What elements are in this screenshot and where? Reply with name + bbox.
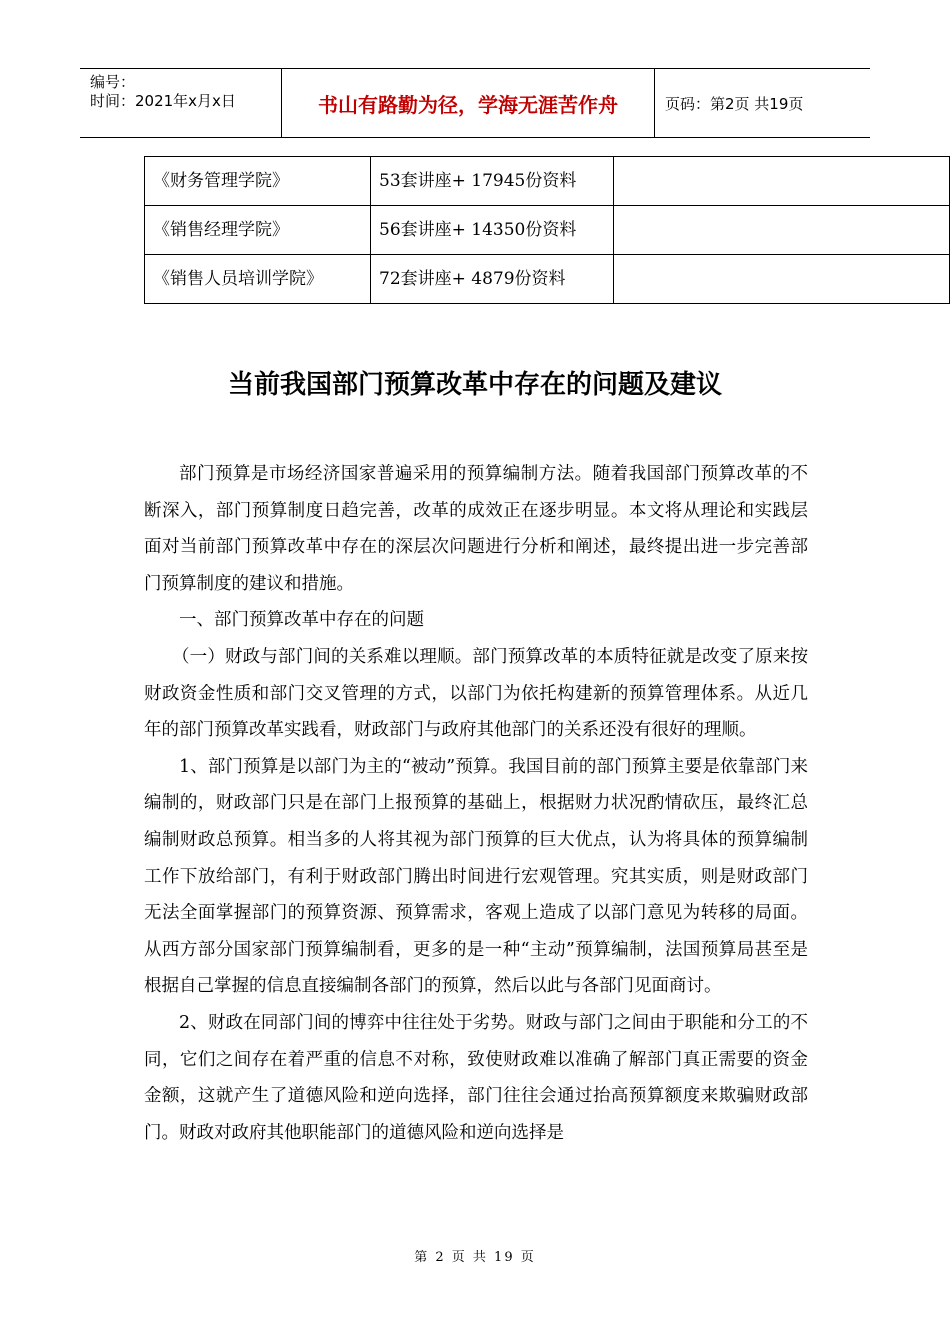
paragraph-intro: 部门预算是市场经济国家普遍采用的预算编制方法。随着我国部门预算改革的不断深入，部门预算制度日趋完善，改革的成效正在逐步明显。本文将从理论和实践层面对当前部门预算改革中存在的深层次问题进行分析和阐述，最终提出进一步完善部门预算制度的建议和措施。 <box>144 464 808 594</box>
header-page-info: 页码：第2页 共19页 <box>665 94 804 113</box>
page-footer: 第 2 页 共 19 页 <box>414 1250 536 1265</box>
resource-extra <box>614 255 950 304</box>
paragraph-point-1: 1、部门预算是以部门为主的“被动”预算。我国目前的部门预算主要是依靠部门来编制的，财政部门只是在部门上报预算的基础上，根据财力状况酌情砍压，最终汇总编制财政总预算。相当多的人将其视为部门预算的巨大优点，认为将具体的预算编制工作下放给部门，有利于财政部门腾出时间进行宏观管理。究其实质，则是财政部门无法全面掌握部门的预算资源、预算需求，客观上造成了以部门意见为转移的局面。从西方部分国家部门预算编制看，更多的是一种“主动”预算编制，法国预算局甚至是根据自己掌握的信息直接编制各部门的预算，然后以此与各部门见面商讨。 <box>144 756 808 997</box>
article-title: 当前我国部门预算改革中存在的问题及建议 <box>227 370 722 400</box>
resource-name: 《财务管理学院》 <box>145 157 371 206</box>
resource-table <box>144 156 950 304</box>
resource-name: 《销售人员培训学院》 <box>145 255 371 304</box>
page-header <box>80 68 870 138</box>
resource-desc: 53套讲座+ 17945份资料 <box>371 157 614 206</box>
table-row <box>145 206 950 255</box>
section-heading: 一、部门预算改革中存在的问题 <box>179 610 424 631</box>
resource-extra <box>614 157 950 206</box>
table-row <box>145 255 950 304</box>
header-motto: 书山有路勤为径，学海无涯苦作舟 <box>282 69 655 137</box>
resource-name: 《销售经理学院》 <box>145 206 371 255</box>
paragraph-point-2: 2、财政在同部门间的博弈中往往处于劣势。财政与部门之间由于职能和分工的不同，它们之间存在着严重的信息不对称，致使财政难以准确了解部门真正需要的资金金额，这就产生了道德风险和逆向选择，部门往往会通过抬高预算额度来欺骗财政部门。财政对政府其他职能部门的道德风险和逆向选择是 <box>144 1012 808 1143</box>
time-label: 时间：2021年x月x日 <box>90 92 236 110</box>
article-body <box>144 456 808 1151</box>
resource-desc: 72套讲座+ 4879份资料 <box>371 255 614 304</box>
resource-extra <box>614 206 950 255</box>
code-label: 编号： <box>90 73 136 91</box>
subsection-paragraph: （一）财政与部门间的关系难以理顺。部门预算改革的本质特征就是改变了原来按财政资金性质和部门交叉管理的方式，以部门为依托构建新的预算管理体系。从近几年的部门预算改革实践看，财政部门与政府其他部门的关系还没有很好的理顺。 <box>144 646 808 741</box>
resource-desc: 56套讲座+ 14350份资料 <box>371 206 614 255</box>
header-meta <box>80 69 282 137</box>
table-row <box>145 157 950 206</box>
